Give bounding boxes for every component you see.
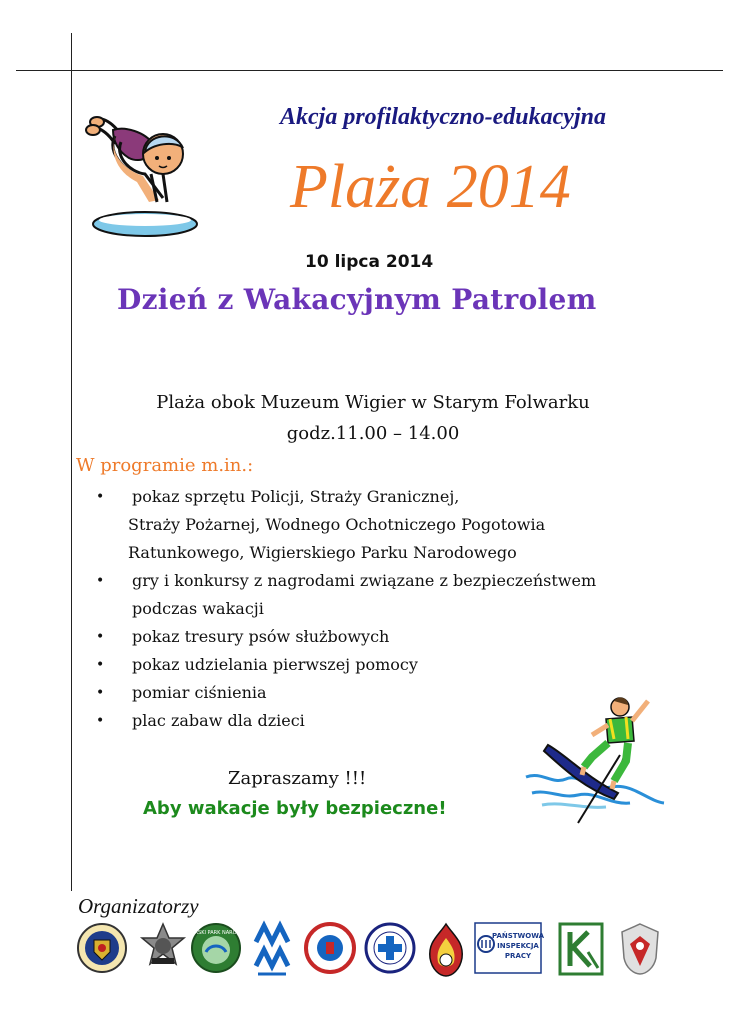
bullet-icon: • bbox=[96, 713, 105, 729]
event-hours: godz.11.00 – 14.00 bbox=[286, 423, 460, 444]
invitation-text: Zapraszamy !!! bbox=[228, 768, 367, 789]
svg-text:PAŃSTWOWA: PAŃSTWOWA bbox=[491, 932, 545, 940]
event-title: Plaża 2014 bbox=[290, 153, 571, 221]
event-date: 10 lipca 2014 bbox=[305, 252, 434, 272]
military-eagle-logo bbox=[620, 922, 660, 976]
diving-child-icon bbox=[85, 112, 215, 244]
margin-horizontal-line bbox=[16, 70, 723, 71]
svg-text:WIGIERSKI PARK NARODOWY: WIGIERSKI PARK NARODOWY bbox=[179, 930, 253, 936]
program-item: • gry i konkursy z nagrodami związane z bezpieczeństwem podczas wakacji bbox=[96, 567, 656, 623]
wigry-national-park-logo bbox=[179, 922, 253, 974]
bullet-icon: • bbox=[96, 489, 105, 505]
organizer-logos bbox=[76, 922, 676, 982]
program-item: • pokaz udzielania pierwszej pomocy bbox=[96, 651, 656, 679]
first-aid-logo bbox=[364, 922, 416, 974]
program-item: • pokaz sprzętu Policji, Straży Granicznej, Straży Pożarnej, Wodnego Ochotniczego Pogotowia Ratunkowego, Wigierskiego Parku Narodowego bbox=[96, 483, 656, 567]
organizers-heading: Organizatorzy bbox=[78, 894, 199, 918]
program-item: • pokaz tresury psów służbowych bbox=[96, 623, 656, 651]
bullet-icon: • bbox=[96, 629, 105, 645]
fire-brigade-flame-logo bbox=[424, 922, 468, 978]
wakeboarder-icon bbox=[522, 695, 668, 827]
event-location: Plaża obok Muzeum Wigier w Starym Folwarku bbox=[156, 392, 590, 413]
police-crest-logo bbox=[76, 922, 128, 974]
campaign-subtitle: Akcja profilaktyczno-edukacyjna bbox=[280, 104, 606, 130]
program-item: • plac zabaw dla dzieci bbox=[96, 707, 656, 735]
program-heading: W programie m.in.: bbox=[76, 455, 254, 476]
svg-text:INSPEKCJA: INSPEKCJA bbox=[497, 942, 539, 950]
labour-inspectorate-logo bbox=[474, 922, 545, 974]
fire-service-logo bbox=[304, 922, 356, 974]
safety-slogan: Aby wakacje były bezpieczne! bbox=[143, 798, 447, 819]
bullet-icon: • bbox=[96, 657, 105, 673]
svg-text:PRACY: PRACY bbox=[504, 952, 532, 960]
wopr-wave-logo bbox=[252, 922, 292, 978]
program-item: • pomiar ciśnienia bbox=[96, 679, 656, 707]
bullet-icon: • bbox=[96, 573, 105, 589]
bullet-icon: • bbox=[96, 685, 105, 701]
kw-green-logo bbox=[558, 922, 604, 976]
event-name: Dzień z Wakacyjnym Patrolem bbox=[117, 283, 597, 316]
margin-vertical-line bbox=[71, 33, 72, 891]
